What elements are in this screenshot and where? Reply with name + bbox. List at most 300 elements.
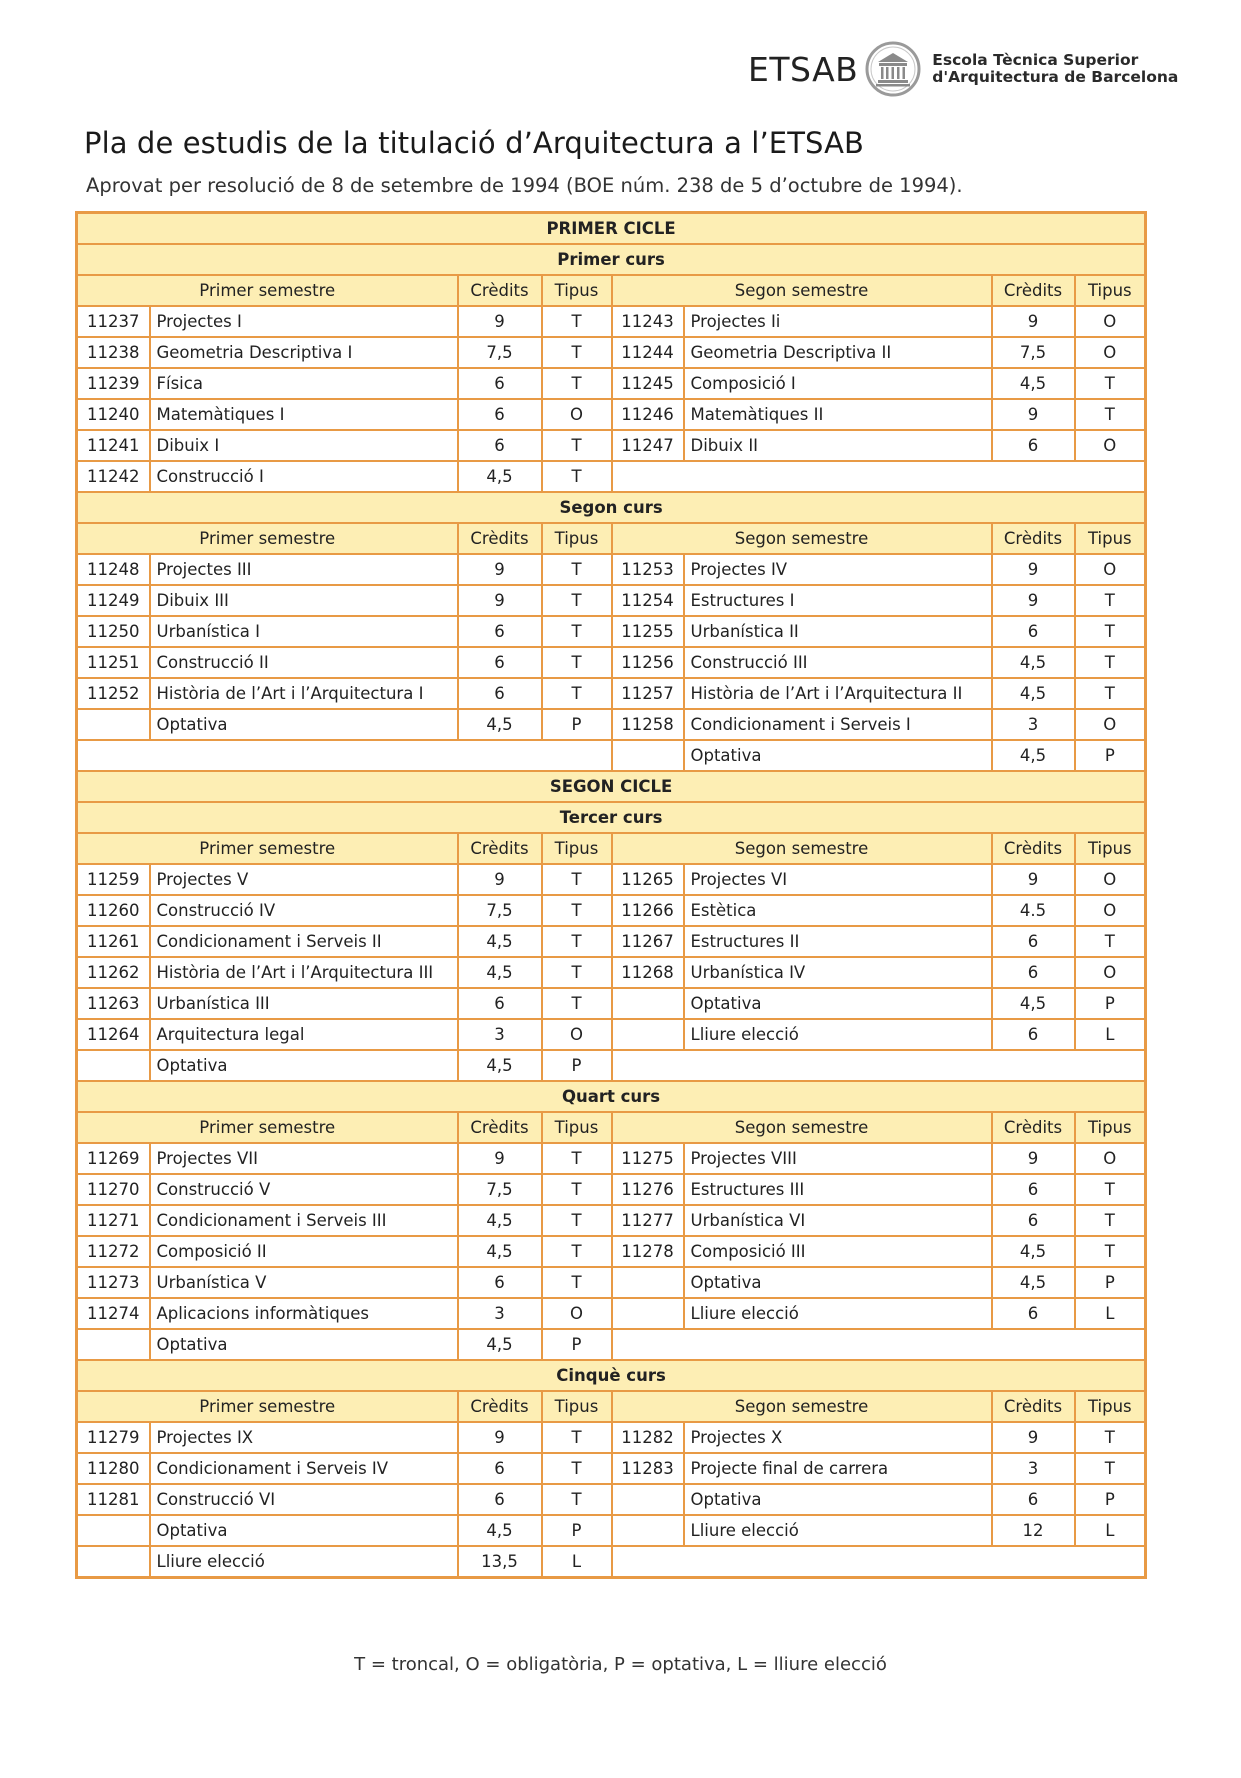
subject-name: Construcció IV [150, 895, 458, 926]
subject-credits: 6 [458, 399, 542, 430]
subject-credits: 3 [992, 1453, 1075, 1484]
subject-type: T [542, 895, 612, 926]
subject-credits: 9 [458, 1422, 542, 1453]
subject-name: Arquitectura legal [150, 1019, 458, 1050]
subject-name: Composició II [150, 1236, 458, 1267]
school-name-line1: Escola Tècnica Superior [932, 51, 1139, 69]
subject-code: 11281 [77, 1484, 150, 1515]
subject-name: Projectes VIII [684, 1143, 992, 1174]
subject-code [77, 709, 150, 740]
subject-type: O [1075, 1143, 1146, 1174]
subject-name: Urbanística IV [684, 957, 992, 988]
header-type: Tipus [1075, 1391, 1146, 1422]
subject-code: 11257 [612, 678, 684, 709]
subject-credits: 6 [458, 678, 542, 709]
subject-credits: 6 [458, 368, 542, 399]
subject-code: 11246 [612, 399, 684, 430]
course-title: Tercer curs [77, 802, 1146, 833]
subject-code [77, 1050, 150, 1081]
header-type: Tipus [542, 1112, 612, 1143]
subject-name: Construcció V [150, 1174, 458, 1205]
subject-row [77, 461, 1146, 492]
subject-code: 11248 [77, 554, 150, 585]
subject-type: P [1075, 740, 1146, 771]
subject-credits: 9 [458, 585, 542, 616]
header-second-semester: Segon semestre [612, 275, 992, 306]
course-title: Cinquè curs [77, 1360, 1146, 1391]
subject-name: Estètica [684, 895, 992, 926]
subject-name: Construcció VI [150, 1484, 458, 1515]
subject-row [77, 337, 1146, 368]
subject-credits: 6 [992, 1205, 1075, 1236]
subject-row [77, 740, 1146, 771]
subject-code: 11273 [77, 1267, 150, 1298]
subject-credits: 9 [992, 585, 1075, 616]
subject-credits: 4,5 [992, 740, 1075, 771]
course-title: Quart curs [77, 1081, 1146, 1112]
subject-code: 11274 [77, 1298, 150, 1329]
subject-type: T [542, 1453, 612, 1484]
subject-credits: 6 [992, 1298, 1075, 1329]
header-first-semester: Primer semestre [77, 523, 458, 554]
subject-row [77, 957, 1146, 988]
subject-code: 11258 [612, 709, 684, 740]
column-header-row [77, 1391, 1146, 1422]
subject-row [77, 1019, 1146, 1050]
header-second-semester: Segon semestre [612, 523, 992, 554]
subject-type: T [542, 1143, 612, 1174]
subject-name: Geometria Descriptiva II [684, 337, 992, 368]
subject-credits: 3 [458, 1298, 542, 1329]
column-header-row [77, 1112, 1146, 1143]
subject-credits: 6 [458, 1267, 542, 1298]
subject-code: 11261 [77, 926, 150, 957]
subject-credits: 6 [458, 647, 542, 678]
subject-name: Matemàtiques II [684, 399, 992, 430]
subject-type: O [1075, 709, 1146, 740]
empty-cell [612, 461, 1146, 492]
subject-type: P [542, 1329, 612, 1360]
subject-type: O [1075, 337, 1146, 368]
subject-code [612, 988, 684, 1019]
subject-type: T [1075, 647, 1146, 678]
course-header-row [77, 244, 1146, 275]
subject-row [77, 647, 1146, 678]
subject-credits: 4.5 [992, 895, 1075, 926]
subject-name: Optativa [150, 709, 458, 740]
subject-credits: 6 [992, 1484, 1075, 1515]
header-second-semester: Segon semestre [612, 1391, 992, 1422]
subject-code: 11279 [77, 1422, 150, 1453]
subject-name: Optativa [684, 1267, 992, 1298]
subject-type: T [542, 1484, 612, 1515]
header-credits: Crèdits [992, 523, 1075, 554]
subject-code [612, 1267, 684, 1298]
header-second-semester: Segon semestre [612, 833, 992, 864]
subject-type: T [542, 585, 612, 616]
subject-name: Aplicacions informàtiques [150, 1298, 458, 1329]
subject-row [77, 1484, 1146, 1515]
subject-type: T [542, 988, 612, 1019]
subject-code [77, 1329, 150, 1360]
subject-credits: 4,5 [458, 1236, 542, 1267]
subject-type: T [1075, 1236, 1146, 1267]
subject-row [77, 1298, 1146, 1329]
header-credits: Crèdits [992, 1112, 1075, 1143]
subject-name: Urbanística III [150, 988, 458, 1019]
subject-type: T [542, 554, 612, 585]
subject-type: T [542, 306, 612, 337]
subject-code: 11251 [77, 647, 150, 678]
subject-code: 11250 [77, 616, 150, 647]
subject-credits: 6 [992, 1174, 1075, 1205]
header-type: Tipus [1075, 275, 1146, 306]
subject-name: Lliure elecció [684, 1515, 992, 1546]
header-credits: Crèdits [458, 275, 542, 306]
subject-credits: 4,5 [992, 678, 1075, 709]
subject-code: 11262 [77, 957, 150, 988]
subject-code: 11282 [612, 1422, 684, 1453]
subject-name: Projectes IX [150, 1422, 458, 1453]
subject-type: O [1075, 306, 1146, 337]
subject-code [612, 1515, 684, 1546]
subject-type: P [1075, 1484, 1146, 1515]
type-legend: T = troncal, O = obligatòria, P = optativa, L = lliure elecció [354, 1654, 887, 1675]
subject-credits: 12 [992, 1515, 1075, 1546]
cycle-title: SEGON CICLE [77, 771, 1146, 802]
course-title: Primer curs [77, 244, 1146, 275]
empty-cell [612, 1546, 1146, 1578]
subject-name: Projecte final de carrera [684, 1453, 992, 1484]
subject-code: 11272 [77, 1236, 150, 1267]
subject-credits: 6 [992, 616, 1075, 647]
subject-row [77, 1329, 1146, 1360]
subject-row [77, 430, 1146, 461]
subject-type: T [542, 647, 612, 678]
subject-credits: 9 [992, 864, 1075, 895]
subject-name: Matemàtiques I [150, 399, 458, 430]
subject-name: Optativa [150, 1050, 458, 1081]
logo-acronym: ETSAB [748, 49, 859, 89]
subject-type: O [542, 399, 612, 430]
header-second-semester: Segon semestre [612, 1112, 992, 1143]
subject-name: Composició I [684, 368, 992, 399]
etsab-logo [748, 38, 1178, 100]
column-header-row [77, 833, 1146, 864]
subject-row [77, 554, 1146, 585]
subject-name: Projectes III [150, 554, 458, 585]
subject-type: P [1075, 988, 1146, 1019]
subject-code [77, 1515, 150, 1546]
empty-cell [612, 1050, 1146, 1081]
subject-name: Dibuix I [150, 430, 458, 461]
header-type: Tipus [1075, 523, 1146, 554]
subject-type: P [542, 709, 612, 740]
subject-type: T [542, 957, 612, 988]
subject-row [77, 1174, 1146, 1205]
subject-code: 11255 [612, 616, 684, 647]
subject-code: 11256 [612, 647, 684, 678]
subject-row [77, 1267, 1146, 1298]
subject-credits: 4,5 [458, 926, 542, 957]
subject-code [612, 740, 684, 771]
subject-code: 11237 [77, 306, 150, 337]
header-credits: Crèdits [458, 833, 542, 864]
subject-row [77, 1236, 1146, 1267]
subject-code: 11264 [77, 1019, 150, 1050]
page-subtitle: Aprovat per resolució de 8 de setembre de 1994 (BOE núm. 238 de 5 d’octubre de 1994). [86, 174, 963, 197]
course-header-row [77, 1081, 1146, 1112]
subject-name: Projectes Ii [684, 306, 992, 337]
subject-code: 11247 [612, 430, 684, 461]
subject-type: T [1075, 1453, 1146, 1484]
subject-name: Projectes V [150, 864, 458, 895]
course-header-row [77, 492, 1146, 523]
subject-credits: 6 [458, 1453, 542, 1484]
temple-emblem-icon [864, 40, 922, 98]
subject-name: Urbanística I [150, 616, 458, 647]
subject-row [77, 1546, 1146, 1578]
subject-row [77, 399, 1146, 430]
subject-name: Urbanística VI [684, 1205, 992, 1236]
subject-row [77, 306, 1146, 337]
subject-type: T [1075, 585, 1146, 616]
header-credits: Crèdits [992, 1391, 1075, 1422]
subject-type: P [1075, 1267, 1146, 1298]
subject-code: 11268 [612, 957, 684, 988]
subject-code: 11245 [612, 368, 684, 399]
subject-credits: 6 [458, 988, 542, 1019]
subject-type: O [1075, 957, 1146, 988]
cycle-header-row [77, 213, 1146, 245]
subject-code: 11271 [77, 1205, 150, 1236]
subject-name: Optativa [684, 1484, 992, 1515]
subject-name: Construcció I [150, 461, 458, 492]
subject-row [77, 895, 1146, 926]
subject-name: Història de l’Art i l’Arquitectura III [150, 957, 458, 988]
header-first-semester: Primer semestre [77, 275, 458, 306]
subject-name: Història de l’Art i l’Arquitectura I [150, 678, 458, 709]
subject-name: Optativa [684, 988, 992, 1019]
subject-name: Composició III [684, 1236, 992, 1267]
subject-code: 11276 [612, 1174, 684, 1205]
subject-type: T [542, 1205, 612, 1236]
subject-type: T [542, 368, 612, 399]
subject-code: 11252 [77, 678, 150, 709]
subject-type: P [542, 1515, 612, 1546]
subject-type: P [542, 1050, 612, 1081]
subject-name: Història de l’Art i l’Arquitectura II [684, 678, 992, 709]
subject-code: 11241 [77, 430, 150, 461]
subject-name: Projectes IV [684, 554, 992, 585]
subject-code: 11253 [612, 554, 684, 585]
subject-credits: 6 [992, 1019, 1075, 1050]
header-type: Tipus [1075, 1112, 1146, 1143]
subject-credits: 9 [458, 1143, 542, 1174]
subject-name: Lliure elecció [684, 1298, 992, 1329]
header-first-semester: Primer semestre [77, 1391, 458, 1422]
subject-name: Optativa [684, 740, 992, 771]
subject-type: T [542, 1267, 612, 1298]
subject-code: 11275 [612, 1143, 684, 1174]
subject-credits: 4,5 [992, 368, 1075, 399]
subject-credits: 4,5 [458, 1205, 542, 1236]
subject-code: 11270 [77, 1174, 150, 1205]
subject-type: T [542, 430, 612, 461]
subject-name: Condicionament i Serveis IV [150, 1453, 458, 1484]
subject-credits: 9 [992, 399, 1075, 430]
subject-code [612, 1484, 684, 1515]
cycle-header-row [77, 771, 1146, 802]
subject-code: 11239 [77, 368, 150, 399]
subject-credits: 6 [458, 1484, 542, 1515]
subject-credits: 9 [458, 554, 542, 585]
subject-row [77, 616, 1146, 647]
subject-credits: 4,5 [458, 709, 542, 740]
subject-name: Urbanística II [684, 616, 992, 647]
subject-name: Lliure elecció [150, 1546, 458, 1578]
subject-type: L [1075, 1515, 1146, 1546]
course-title: Segon curs [77, 492, 1146, 523]
study-plan-table [75, 211, 1147, 1579]
subject-type: T [542, 1174, 612, 1205]
subject-row [77, 1515, 1146, 1546]
subject-name: Geometria Descriptiva I [150, 337, 458, 368]
course-header-row [77, 802, 1146, 833]
header-type: Tipus [542, 1391, 612, 1422]
subject-type: T [1075, 678, 1146, 709]
subject-code [612, 1019, 684, 1050]
subject-name: Projectes VI [684, 864, 992, 895]
subject-credits: 6 [992, 957, 1075, 988]
subject-type: T [1075, 1174, 1146, 1205]
header-type: Tipus [542, 833, 612, 864]
subject-name: Projectes VII [150, 1143, 458, 1174]
subject-type: O [542, 1019, 612, 1050]
subject-type: O [1075, 895, 1146, 926]
subject-code: 11277 [612, 1205, 684, 1236]
subject-code: 11242 [77, 461, 150, 492]
subject-name: Estructures III [684, 1174, 992, 1205]
subject-row [77, 709, 1146, 740]
column-header-row [77, 275, 1146, 306]
subject-type: O [1075, 430, 1146, 461]
column-header-row [77, 523, 1146, 554]
subject-type: T [542, 1422, 612, 1453]
subject-name: Dibuix III [150, 585, 458, 616]
page-title: Pla de estudis de la titulació d’Arquitectura a l’ETSAB [84, 126, 865, 160]
subject-type: T [1075, 1205, 1146, 1236]
subject-code: 11267 [612, 926, 684, 957]
cycle-title: PRIMER CICLE [77, 213, 1146, 245]
subject-credits: 9 [458, 864, 542, 895]
header-first-semester: Primer semestre [77, 1112, 458, 1143]
subject-code: 11244 [612, 337, 684, 368]
subject-credits: 4,5 [458, 1515, 542, 1546]
subject-type: L [1075, 1298, 1146, 1329]
subject-credits: 6 [458, 430, 542, 461]
empty-cell [612, 1329, 1146, 1360]
subject-code: 11266 [612, 895, 684, 926]
subject-type: T [1075, 926, 1146, 957]
subject-code: 11283 [612, 1453, 684, 1484]
subject-code: 11254 [612, 585, 684, 616]
subject-name: Optativa [150, 1329, 458, 1360]
header-credits: Crèdits [992, 275, 1075, 306]
subject-credits: 6 [458, 616, 542, 647]
subject-credits: 9 [992, 554, 1075, 585]
subject-name: Condicionament i Serveis I [684, 709, 992, 740]
subject-code [77, 1546, 150, 1578]
subject-row [77, 1050, 1146, 1081]
header-first-semester: Primer semestre [77, 833, 458, 864]
subject-credits: 9 [458, 306, 542, 337]
subject-credits: 7,5 [458, 895, 542, 926]
subject-name: Estructures I [684, 585, 992, 616]
subject-code: 11238 [77, 337, 150, 368]
header-credits: Crèdits [458, 1112, 542, 1143]
subject-name: Condicionament i Serveis II [150, 926, 458, 957]
subject-type: T [1075, 616, 1146, 647]
header-type: Tipus [1075, 833, 1146, 864]
subject-code: 11269 [77, 1143, 150, 1174]
subject-credits: 4,5 [458, 1329, 542, 1360]
subject-code: 11278 [612, 1236, 684, 1267]
header-credits: Crèdits [992, 833, 1075, 864]
subject-type: T [542, 616, 612, 647]
subject-credits: 4,5 [992, 1267, 1075, 1298]
subject-name: Construcció III [684, 647, 992, 678]
subject-row [77, 988, 1146, 1019]
subject-code: 11243 [612, 306, 684, 337]
subject-name: Lliure elecció [684, 1019, 992, 1050]
subject-row [77, 1422, 1146, 1453]
subject-name: Estructures II [684, 926, 992, 957]
subject-type: T [542, 678, 612, 709]
subject-name: Física [150, 368, 458, 399]
subject-type: T [542, 461, 612, 492]
subject-credits: 4,5 [992, 988, 1075, 1019]
subject-code: 11265 [612, 864, 684, 895]
subject-row [77, 585, 1146, 616]
subject-type: T [542, 337, 612, 368]
subject-credits: 7,5 [458, 337, 542, 368]
subject-credits: 3 [458, 1019, 542, 1050]
subject-type: T [542, 864, 612, 895]
subject-row [77, 864, 1146, 895]
school-name-line2: d'Arquitectura de Barcelona [932, 68, 1179, 86]
subject-type: O [542, 1298, 612, 1329]
school-name [932, 52, 1178, 86]
subject-row [77, 926, 1146, 957]
subject-credits: 9 [992, 1422, 1075, 1453]
subject-row [77, 1143, 1146, 1174]
subject-credits: 4,5 [992, 1236, 1075, 1267]
subject-credits: 4,5 [992, 647, 1075, 678]
subject-name: Condicionament i Serveis III [150, 1205, 458, 1236]
subject-name: Dibuix II [684, 430, 992, 461]
subject-name: Projectes X [684, 1422, 992, 1453]
course-header-row [77, 1360, 1146, 1391]
subject-row [77, 368, 1146, 399]
subject-row [77, 1205, 1146, 1236]
subject-credits: 4,5 [458, 957, 542, 988]
subject-type: O [1075, 554, 1146, 585]
subject-type: O [1075, 864, 1146, 895]
subject-credits: 13,5 [458, 1546, 542, 1578]
subject-code: 11280 [77, 1453, 150, 1484]
subject-code: 11260 [77, 895, 150, 926]
